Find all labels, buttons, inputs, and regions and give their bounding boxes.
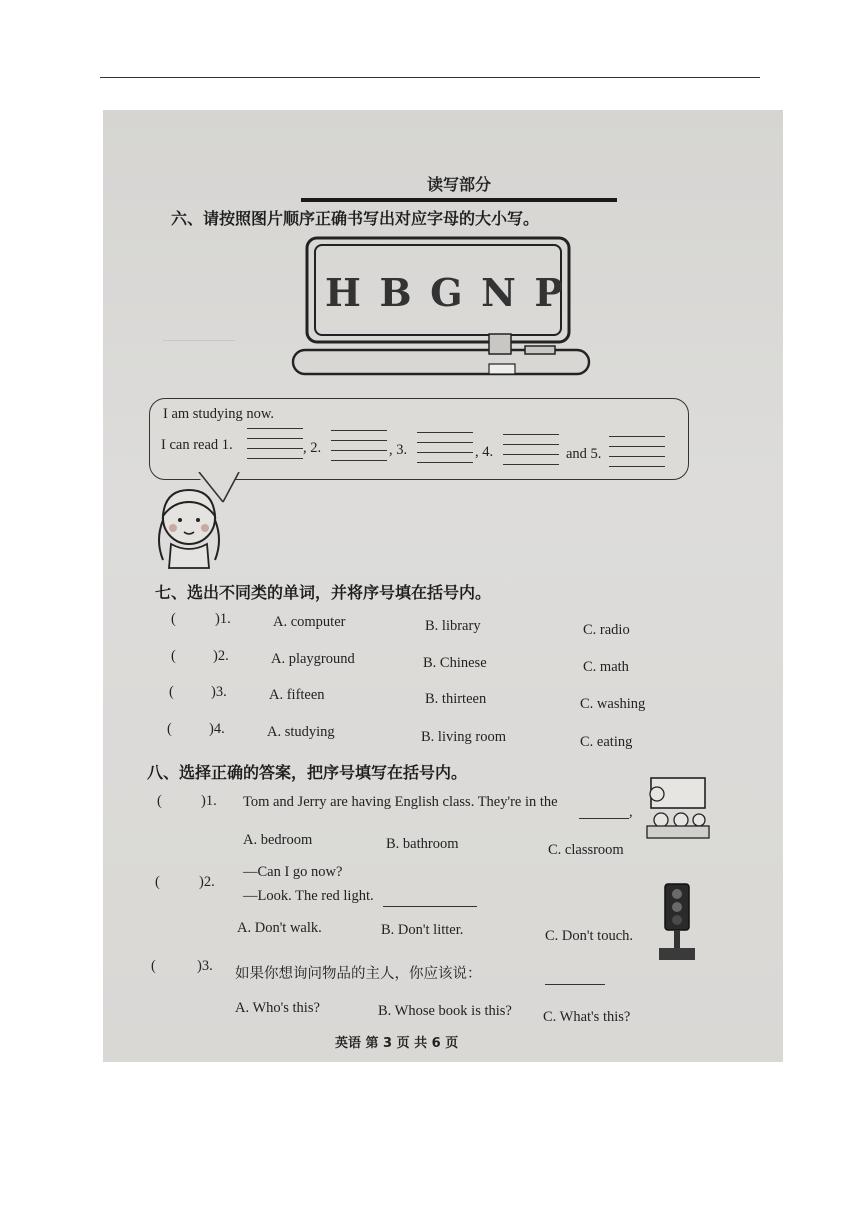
q7-3-option-c: C. washing: [580, 696, 646, 712]
writing-grid-3[interactable]: [417, 432, 473, 464]
writing-grid-2[interactable]: [331, 430, 387, 462]
bubble-line-2-prefix: I can read 1.: [161, 437, 233, 453]
q7-4-option-a: A. studying: [267, 724, 335, 740]
letter-2: B: [379, 270, 414, 315]
q8-3-option-c: C. What's this?: [543, 1009, 631, 1025]
writing-grid-1[interactable]: [247, 428, 303, 460]
letter-4: N: [481, 270, 518, 315]
answer-paren-7-1[interactable]: (: [171, 611, 176, 627]
q7-4-option-b: B. living room: [421, 729, 506, 745]
bleed-through-text: ——————: [163, 332, 235, 346]
q8-2-option-c: C. Don't touch.: [545, 928, 633, 944]
q7-3-number: )3.: [211, 684, 227, 700]
q8-1-text: Tom and Jerry are having English class. They're in the: [243, 794, 558, 810]
answer-paren-7-2[interactable]: (: [171, 648, 176, 664]
q8-2-option-a: A. Don't walk.: [237, 920, 322, 936]
label-3: , 3.: [389, 442, 408, 458]
q8-3-option-a: A. Who's this?: [235, 1000, 320, 1016]
q8-1-option-c: C. classroom: [548, 842, 624, 858]
writing-grid-4[interactable]: [503, 434, 559, 466]
q7-1-option-a: A. computer: [273, 614, 346, 630]
writing-grid-5[interactable]: [609, 436, 665, 468]
q8-2-line-2: —Look. The red light.: [243, 888, 374, 904]
q8-2-number: )2.: [199, 874, 215, 890]
label-5: and 5.: [566, 446, 602, 462]
traffic-light-illustration: [657, 878, 697, 962]
answer-paren-8-2[interactable]: (: [155, 874, 160, 890]
exam-page-photo: [103, 110, 783, 1062]
letter-3: G: [430, 270, 465, 315]
q7-3-option-b: B. thirteen: [425, 691, 487, 707]
q7-4-number: )4.: [209, 721, 225, 737]
q7-2-option-b: B. Chinese: [423, 655, 487, 671]
header-rule: [100, 77, 760, 78]
girl-illustration: [151, 480, 225, 570]
letter-5: P: [534, 270, 565, 315]
q8-3-number: )3.: [197, 958, 213, 974]
q8-2-blank[interactable]: [383, 906, 477, 907]
label-2: , 2.: [303, 440, 322, 456]
section-8-title: 八、选择正确的答案，把序号填写在括号内。: [147, 763, 468, 782]
q7-1-option-b: B. library: [425, 618, 481, 634]
q8-3-blank[interactable]: [545, 984, 605, 985]
title-underline: [301, 198, 617, 202]
decorated-letters: [325, 270, 565, 315]
answer-paren-7-3[interactable]: (: [169, 684, 174, 700]
q8-1-option-b: B. bathroom: [386, 836, 459, 852]
q7-2-option-a: A. playground: [271, 651, 355, 667]
q7-2-number: )2.: [213, 648, 229, 664]
answer-paren-8-3[interactable]: (: [151, 958, 156, 974]
classroom-illustration: [641, 774, 711, 840]
q8-3-text: 如果你想询问物品的主人，你应该说：: [235, 966, 482, 982]
q8-1-end: ,: [629, 804, 633, 820]
q7-1-number: )1.: [215, 611, 231, 627]
label-4: , 4.: [475, 444, 494, 460]
q8-1-blank[interactable]: [579, 818, 629, 819]
q7-3-option-a: A. fifteen: [269, 687, 325, 703]
q7-2-option-c: C. math: [583, 659, 629, 675]
q8-3-option-b: B. Whose book is this?: [378, 1003, 512, 1019]
part-title: 读写部分: [427, 175, 492, 194]
q8-1-number: )1.: [201, 793, 217, 809]
q7-4-option-c: C. eating: [580, 734, 633, 750]
q8-1-option-a: A. bedroom: [243, 832, 313, 848]
page-footer: 英语 第 3 页 共 6 页: [335, 1036, 459, 1051]
q8-2-option-b: B. Don't litter.: [381, 922, 464, 938]
section-6-title: 六、请按照图片顺序正确书写出对应字母的大小写。: [171, 209, 540, 228]
letter-1: H: [325, 270, 363, 315]
q8-2-line-1: —Can I go now?: [243, 864, 343, 880]
bubble-line-1: I am studying now.: [163, 406, 275, 422]
section-7-title: 七、选出不同类的单词，并将序号填在括号内。: [155, 583, 492, 602]
answer-paren-7-4[interactable]: (: [167, 721, 172, 737]
q7-1-option-c: C. radio: [583, 622, 630, 638]
answer-paren-8-1[interactable]: (: [157, 793, 162, 809]
